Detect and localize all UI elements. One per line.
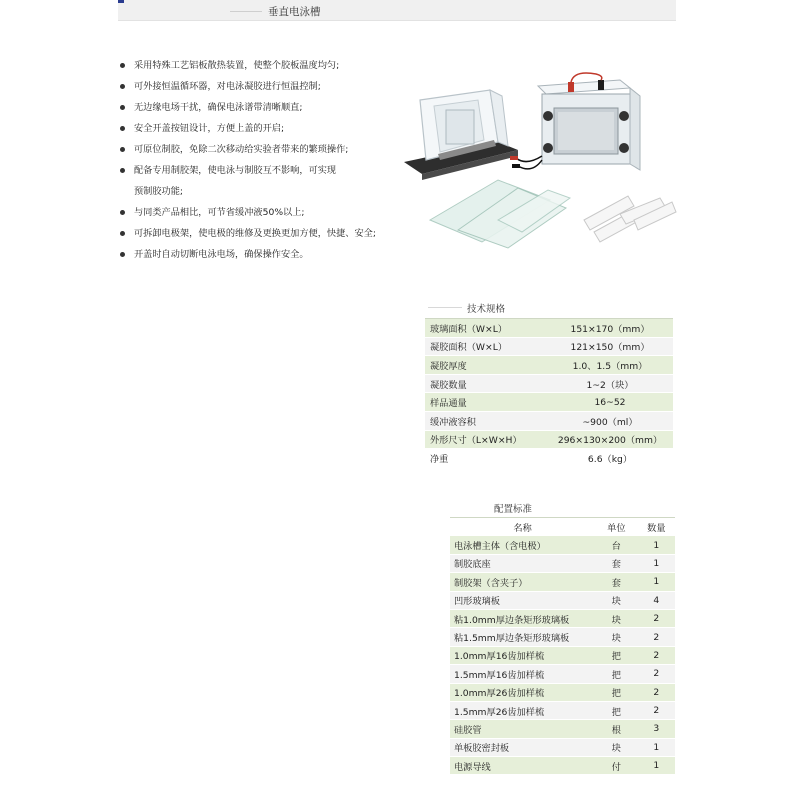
feature-item: 配备专用制胶架，使电泳与制胶互不影响，可实现 预制胶功能; (120, 160, 420, 202)
electrophoresis-tank-image (510, 73, 640, 170)
feature-continuation: 预制胶功能; (134, 186, 184, 197)
config-title: 配置标准 (494, 504, 533, 515)
spec-table (425, 318, 673, 468)
column-header-qty: 数量 (638, 518, 675, 536)
table-header-row (450, 518, 675, 536)
bullet-icon (120, 147, 125, 152)
feature-item: 可外接恒温循环器，对电泳凝胶进行恒温控制; (120, 76, 420, 97)
bullet-icon (120, 105, 125, 110)
table-row: 粘1.5mm厚边条矩形玻璃板 块 2 (450, 628, 675, 646)
table-row: 单板胶密封板 块 1 (450, 738, 675, 756)
table-row: 玻璃面积（W×L） 151×170（mm） (425, 319, 673, 338)
header-accent (118, 0, 124, 3)
table-row: 制胶架（含夹子） 套 1 (450, 573, 675, 591)
bullet-icon (120, 126, 125, 131)
page-title: 垂直电泳槽 (268, 6, 321, 18)
feature-item: 可原位制胶，免除二次移动给实验者带来的繁琐操作; (120, 139, 420, 160)
product-illustration (398, 70, 678, 250)
table-row: 凝胶厚度 1.0、1.5（mm） (425, 356, 673, 375)
feature-list (120, 55, 420, 265)
feature-item: 采用特殊工艺铝板散热装置，使整个胶板温度均匀; (120, 55, 420, 76)
table-row: 电源导线 付 1 (450, 757, 675, 775)
table-row: 凹形玻璃板 块 4 (450, 591, 675, 609)
glass-plates-image (430, 180, 570, 248)
table-row: 1.0mm厚16齿加样梳 把 2 (450, 646, 675, 664)
table-row: 粘1.0mm厚边条矩形玻璃板 块 2 (450, 609, 675, 627)
spec-title: 技术规格 (467, 304, 506, 315)
bullet-icon (120, 63, 125, 68)
spec-title-divider (428, 307, 462, 308)
table-row: 缓冲液容积 ~900（ml） (425, 411, 673, 430)
config-table (450, 517, 675, 775)
feature-item: 安全开盖按钮设计，方便上盖的开启; (120, 118, 420, 139)
gel-casting-stand-image (404, 90, 518, 180)
feature-item: 无边缘电场干扰，确保电泳谱带清晰顺直; (120, 97, 420, 118)
bullet-icon (120, 231, 125, 236)
table-row: 1.0mm厚26齿加样梳 把 2 (450, 683, 675, 701)
column-header-unit: 单位 (595, 518, 637, 536)
header-bar (118, 0, 676, 21)
table-row: 凝胶面积（W×L） 121×150（mm） (425, 337, 673, 356)
feature-item: 开盖时自动切断电泳电场，确保操作安全。 (120, 244, 420, 265)
column-header-name: 名称 (450, 518, 595, 536)
feature-item: 可拆卸电极架，使电极的维修及更换更加方便，快捷、安全; (120, 223, 420, 244)
table-row: 外形尺寸（L×W×H） 296×130×200（mm） (425, 430, 673, 449)
bullet-icon (120, 210, 125, 215)
header-divider (230, 11, 262, 12)
table-row: 样品通量 16~52 (425, 393, 673, 412)
table-row: 制胶底座 套 1 (450, 554, 675, 572)
table-row: 电泳槽主体（含电极） 台 1 (450, 536, 675, 554)
sample-combs-image (584, 196, 676, 242)
table-row: 1.5mm厚26齿加样梳 把 2 (450, 701, 675, 719)
bullet-icon (120, 252, 125, 257)
bullet-icon (120, 168, 125, 173)
feature-item: 与同类产品相比，可节省缓冲液50%以上; (120, 202, 420, 223)
table-row: 1.5mm厚16齿加样梳 把 2 (450, 665, 675, 683)
table-row: 净重 6.6（kg） (425, 449, 673, 468)
table-row: 凝胶数量 1~2（块） (425, 374, 673, 393)
bullet-icon (120, 84, 125, 89)
table-row: 硅胶管 根 3 (450, 720, 675, 738)
